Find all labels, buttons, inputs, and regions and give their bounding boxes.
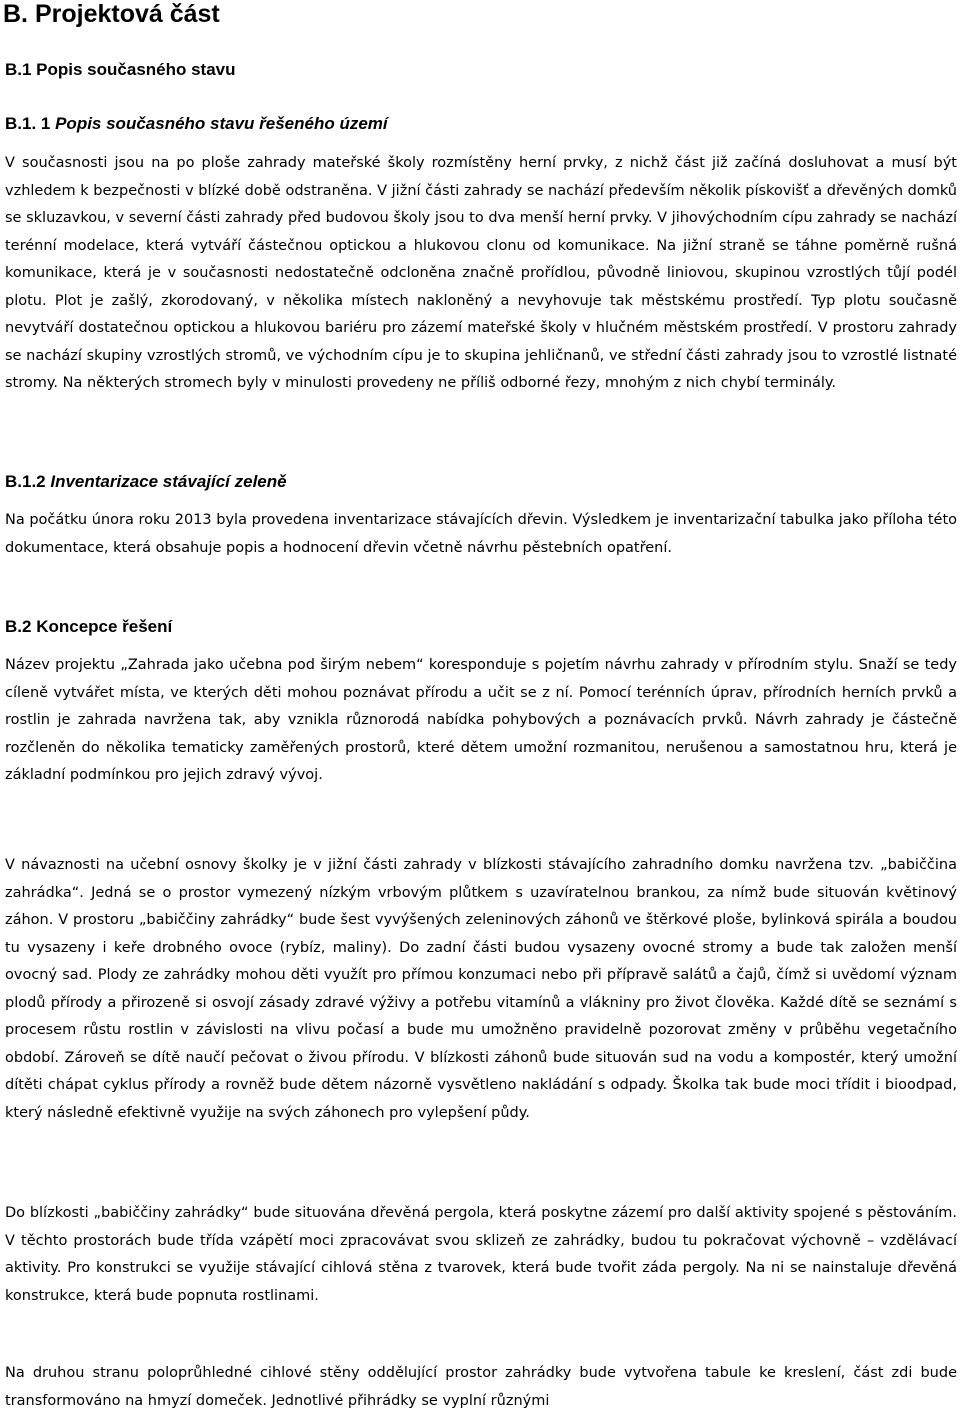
paragraph-inventory: Na počátku února roku 2013 byla provedena inventarizace stávajících dřevin. Výsledkem je inventarizační tabulka jako příloha této dokumentace, která obsahuje popis a hodnocení dřevin včetně návrhu pěstebních opatření. xyxy=(5,512,957,556)
paragraph-pergola: Do blízkosti „babiččiny zahrádky“ bude situována dřevěná pergola, která poskytne zázemí pro další aktivity spojené s pěstováním. V těchto prostorách bude třída vzápětí moci zpracovávat svou sklizeň ze zahrádky, budou tu pokračovat výchovně – vzdělávací aktivity. Pro konstrukci se využije stávající cihlová stěna z tvarovek, která bude tvořit záda pergoly. Na ni se nainstaluje dřevěná konstrukce, která bude popnuta rostlinami. xyxy=(5,1205,957,1304)
section-title-b1-2 xyxy=(5,470,287,494)
chapter-title: B. Projektová část xyxy=(3,0,220,28)
section-heading-text: Popis současného stavu řešeného území xyxy=(55,114,388,133)
section-heading-text: Inventarizace stávající zeleně xyxy=(50,472,287,491)
paragraph-brick-wall: Na druhou stranu poloprůhledné cihlové stěny oddělující prostor zahrádky bude vytvořena tabule ke kreslení, část zdi bude transformováno na hmyzí domeček. Jednotlivé přihrádky se vyplní různými xyxy=(5,1365,957,1409)
section-number: B.2 xyxy=(5,617,37,636)
paragraph-current-state: V současnosti jsou na po ploše zahrady mateřské školy rozmístěny herní prvky, z nichž část již začíná dosluhovat a musí být vzhledem k bezpečnosti v blízké době odstraněna. V jižní části zahrady se nachází především několik pískovišť a dřevěných domků se skluzavkou, v severní části zahrady před budovou školy jsou to dva menší herní prvky. V jihovýchodním cípu zahrady se nachází terénní modelace, která vytváří částečnou optickou a hlukovou clonu od komunikace. Na jižní straně se táhne poměrně rušná komunikace, která je v současnosti nedostatečně odcloněna značně prořídlou, původně liniovou, skupinou vzrostlých tůjí podél plotu. Plot je zašlý, zkorodovaný, v několika místech nakloněný a nevyhovuje tak městskému prostředí. Typ plotu současně nevytváří dostatečnou optickou a hlukovou bariéru pro zázemí mateřské školy v hlučném městském prostředí. V prostoru zahrady se nachází skupiny vzrostlých stromů, ve východním cípu je to skupina jehličnanů, ve střední části zahrady jsou to vzrostlé listnaté stromy. Na některých stromech byly v minulosti provedeny ne příliš odborné řezy, mnohým z nich chybí terminály. xyxy=(5,155,957,391)
section-title-b1: B.1 Popis současného stavu xyxy=(5,60,236,79)
section-title-b1-1 xyxy=(5,112,388,136)
section-heading-text: Koncepce řešení xyxy=(36,617,173,636)
paragraph-concept: Název projektu „Zahrada jako učebna pod širým nebem“ koresponduje s pojetím návrhu zahrady v přírodním stylu. Snaží se tedy cíleně vytvářet místa, ve kterých děti mohou poznávat přírodu a učit se z ní. Pomocí terénních úprav, přírodních herních prvků a rostlin je zahrada navržena tak, aby vznikla různorodá nabídka pohybových a poznávacích prvků. Návrh zahrady je částečně rozčleněn do několika tematicky zaměřených prostorů, které dětem umožní rozmanitou, nerušenou a samostatnou hru, která je základní podmínkou pro jejich zdravý vývoj. xyxy=(5,657,957,783)
section-number: B.1. 1 xyxy=(5,114,56,133)
section-number: B.1.2 xyxy=(5,472,51,491)
paragraph-grandma-garden: V návaznosti na učební osnovy školky je v jižní části zahrady v blízkosti stávajícího zahradního domku navržena tzv. „babiččina zahrádka“. Jedná se o prostor vymezený nízkým vrbovým plůtkem s uzavíratelnou brankou, za nímž bude situován květinový záhon. V prostoru „babiččiny zahrádky“ bude šest vyvýšených zeleninových záhonů ve štěrkové ploše, bylinková spirála a boudou tu vysazeny i keře drobného ovoce (rybíz, maliny). Do zadní části budou vysazeny ovocné stromy a bude tak založen menší ovocný sad. Plody ze zahrádky mohou děti využít pro přímou konzumaci nebo při přípravě salátů a čajů, čímž si uvědomí význam plodů přírody a přirozeně si osvojí zásady zdravé výživy a potřebu vitamínů a vlákniny pro život člověka. Každé dítě se seznámí s procesem růstu rostlin v závislosti na vlivu počasí a bude mu umožněno pravidelně pozorovat změny v průběhu vegetačního období. Zároveň se dítě naučí pečovat o živou přírodu. V blízkosti záhonů bude situován sud na vodu a kompostér, který umožní dítěti chápat cyklus přírody a rovněž bude dětem názorně vysvětleno nakládání s odpady. Školka tak bude moci třídit i bioodpad, který následně efektivně využije na svých záhonech pro vylepšení půdy. xyxy=(5,857,957,1121)
section-title-b2 xyxy=(5,615,172,639)
